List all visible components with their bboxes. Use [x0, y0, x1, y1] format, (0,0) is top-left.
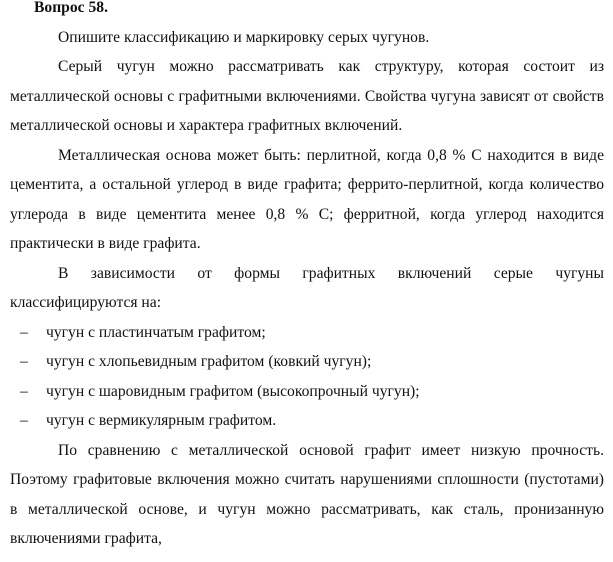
question-number-heading: Вопрос 58. [34, 0, 108, 16]
list-item-text: чугун с вермикулярным графитом. [46, 412, 277, 429]
list-dash-marker: – [20, 382, 28, 400]
list-item [10, 377, 604, 407]
list-item-text: чугун с пластинчатым графитом; [46, 323, 266, 341]
question-text: Опишите классификацию и маркировку серых чугунов. [58, 28, 430, 46]
list-item-text: чугун с хлопьевидным графитом (ковкий чугун); [46, 353, 372, 370]
paragraph-structure: Серый чугун можно рассматривать как структуру, которая состоит из металлической основы с графитными включениями. Свойства чугуна зависят от свойств металлической основы и характера графитных включений. [10, 58, 604, 134]
list-item-text: чугун с шаровидным графитом (высокопрочный чугун); [46, 382, 420, 400]
document-page [10, 0, 604, 554]
list-item [10, 406, 604, 436]
list-dash-marker: – [20, 412, 28, 429]
list-dash-marker: – [20, 323, 28, 341]
paragraph-graphite-strength: По сравнению с металлической основой графит имеет низкую прочность. Поэтому графитовые включения можно считать нарушениями сплошности (пустотами) в металлической основе, и чугун можно рассматривать, как сталь, пронизанную включениями графита, [10, 441, 604, 547]
list-item [10, 318, 604, 348]
paragraph-classification-intro: В зависимости от формы графитных включений серые чугуны классифицируются на: [10, 264, 604, 311]
list-item [10, 347, 604, 377]
list-dash-marker: – [20, 353, 28, 370]
paragraph-matrix: Металлическая основа может быть: перлитной, когда 0,8 % С находится в виде цементита, а остальной углерод в виде графита; феррито-перлитной, когда количество углерода в виде цементита менее 0,8 % С; ферритной, когда углерод находится практически в виде графита. [10, 146, 604, 252]
graphite-form-list [10, 318, 604, 436]
